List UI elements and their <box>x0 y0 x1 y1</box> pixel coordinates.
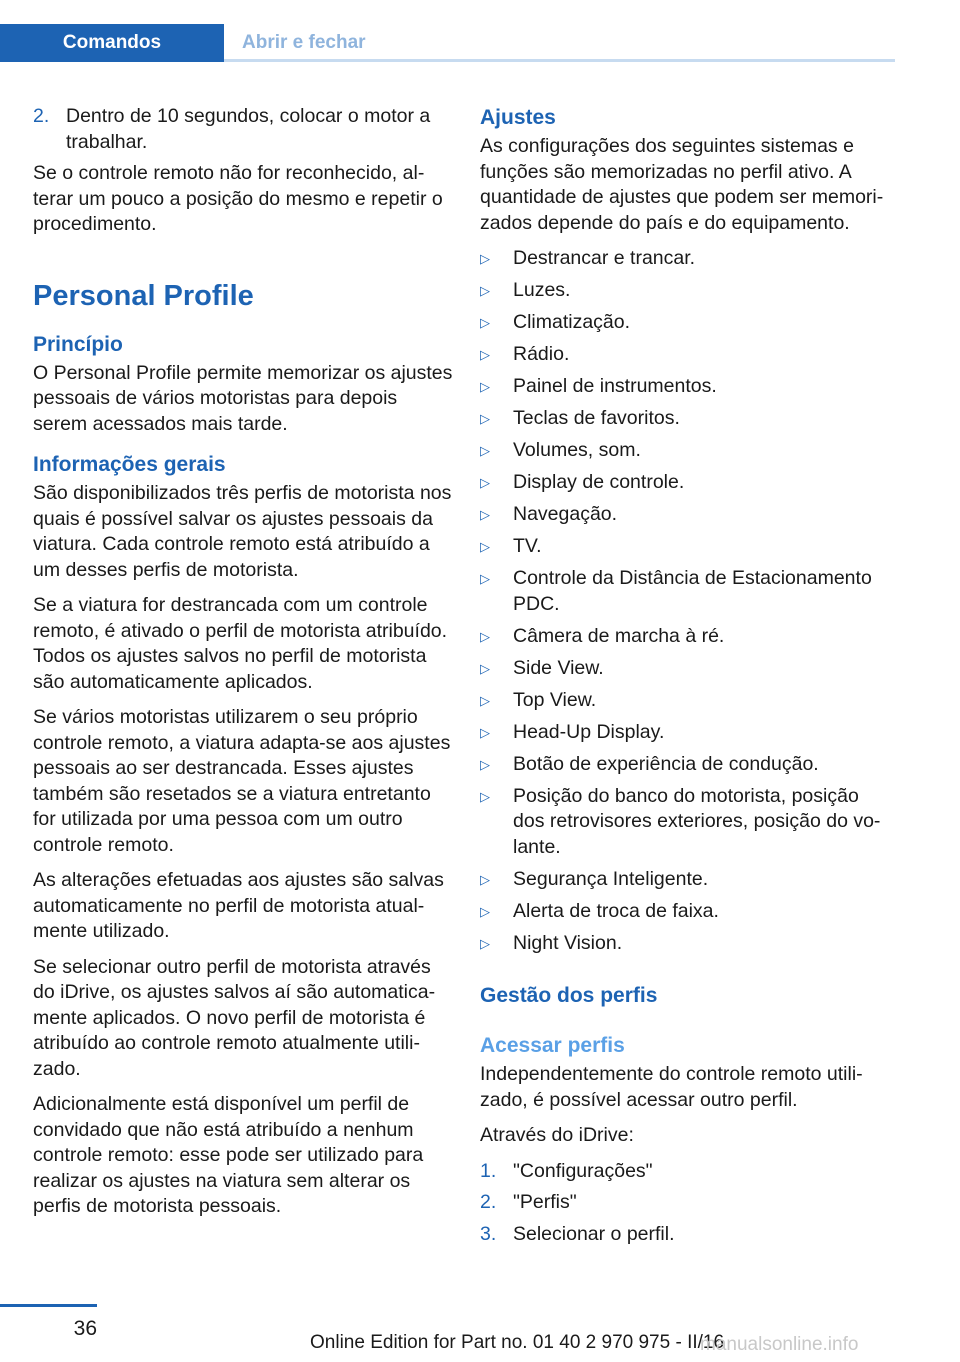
paragraph-info-3: Se vários motoristas utilizarem o seu próprio controle remoto, a viatura adapta-se aos ajustes pessoais ao ser destrancada. Esses ajustes também são resetados se a viatura entretanto for utilizada por uma pessoa com um outro controle remoto. <box>33 706 451 856</box>
triangle-bullet-icon: ▷ <box>480 935 490 951</box>
triangle-bullet-icon: ▷ <box>480 251 490 266</box>
step-text: "Configurações" <box>513 1159 653 1182</box>
paragraph-info-4: As alterações efetuadas aos ajustes são salvas automaticamente no perfil de motorista atualmente utilizado. <box>33 869 444 942</box>
steps-list <box>480 1159 895 1248</box>
triangle-bullet-icon: ▷ <box>480 347 490 362</box>
list-item: ▷ Climatização. <box>480 310 895 336</box>
edition-footer: Online Edition for Part no. 01 40 2 970 975 - II/16 <box>310 1332 725 1353</box>
triangle-bullet-icon: ▷ <box>480 724 490 740</box>
heading-acessar-perfis: Acessar perfis <box>480 1034 625 1057</box>
triangle-bullet-icon: ▷ <box>480 443 490 458</box>
tab-abrir-e-fechar[interactable]: Abrir e fechar <box>242 32 366 53</box>
triangle-bullet-icon: ▷ <box>480 475 490 490</box>
numbered-step <box>480 1159 895 1185</box>
triangle-bullet-icon: ▷ <box>480 379 490 394</box>
list-item: ▷ Segurança Inteligente. <box>480 867 895 893</box>
numbered-step <box>480 1190 895 1216</box>
triangle-bullet-icon: ▷ <box>480 788 490 804</box>
step-number: 2. <box>480 1191 497 1213</box>
paragraph-acessar: Independentemente do controle remoto utilizado, é possível acessar outro perfil. <box>480 1063 863 1111</box>
list-item: ▷ Volumes, som. <box>480 438 895 464</box>
list-item: ▷ Teclas de favoritos. <box>480 406 895 432</box>
list-item: ▷ Controle da Distância de Estacionamento PDC. <box>480 566 895 617</box>
list-item: ▷ Navegação. <box>480 502 895 528</box>
list-item: ▷ Botão de experiência de condução. <box>480 752 895 778</box>
triangle-bullet-icon: ▷ <box>480 507 490 522</box>
list-item: ▷ Night Vision. <box>480 931 895 957</box>
left-column <box>33 104 453 1230</box>
triangle-bullet-icon: ▷ <box>480 628 490 644</box>
page-number: 36 <box>73 1317 97 1340</box>
chapter-tabbar <box>0 0 895 62</box>
triangle-bullet-icon: ▷ <box>480 411 490 426</box>
step-number: 3. <box>480 1222 497 1245</box>
list-item: ▷ Display de controle. <box>480 470 895 496</box>
paragraph-info-1: São disponibilizados três perfis de motorista nos quais é possível salvar os ajustes pessoais da viatura. Cada controle remoto está atribuído a um desses perfis de motorista. <box>33 482 452 581</box>
watermark: manualsonline.info <box>700 1334 859 1355</box>
list-item: ▷ Painel de instrumentos. <box>480 374 895 400</box>
numbered-step <box>33 104 453 155</box>
list-item: ▷ Rádio. <box>480 342 895 368</box>
paragraph-ajustes: As configurações dos seguintes sistemas e funções são memorizadas no perfil ativo. A quantidade de ajustes que podem ser memorizados depende do país e do equipamento. <box>480 135 884 234</box>
tab-underline <box>224 59 895 62</box>
settings-list <box>480 246 895 956</box>
triangle-bullet-icon: ▷ <box>480 692 490 708</box>
list-item: ▷ Head-Up Display. <box>480 720 895 746</box>
numbered-step <box>480 1222 895 1248</box>
section-title: Personal Profile <box>33 279 254 312</box>
triangle-bullet-icon: ▷ <box>480 903 490 919</box>
paragraph-idrive: Através do iDrive: <box>480 1124 634 1146</box>
triangle-bullet-icon: ▷ <box>480 756 490 772</box>
heading-principio: Princípio <box>33 332 123 356</box>
triangle-bullet-icon: ▷ <box>480 539 490 554</box>
heading-ajustes: Ajustes <box>480 106 556 129</box>
list-item: ▷ Luzes. <box>480 278 895 304</box>
step-number: 2. <box>33 105 50 127</box>
step-text: Selecionar o perfil. <box>513 1222 675 1245</box>
triangle-bullet-icon: ▷ <box>480 660 490 676</box>
paragraph-info-6: Adicionalmente está disponível um perfil de convidado que não está atribuído a nenhum controle remoto: esse pode ser utilizado para realizar os ajustes na viatura sem alterar os perfis de motorista pessoais. <box>33 1093 424 1217</box>
list-item: ▷ Câmera de marcha à ré. <box>480 624 895 650</box>
list-item: ▷ Posição do banco do motorista, posição dos retrovisores exteriores, posição do volante. <box>480 784 895 861</box>
list-item: ▷ Alerta de troca de faixa. <box>480 899 895 925</box>
heading-informacoes-gerais: Informações gerais <box>33 453 226 476</box>
triangle-bullet-icon: ▷ <box>480 871 490 887</box>
triangle-bullet-icon: ▷ <box>480 283 490 298</box>
paragraph-remote: Se o controle remoto não for reconhecido, alterar um pouco a posição do mesmo e repetir o procedimento. <box>33 162 443 235</box>
step-text: "Perfis" <box>513 1191 577 1213</box>
triangle-bullet-icon: ▷ <box>480 571 490 586</box>
list-item: ▷ Destrancar e trancar. <box>480 246 895 272</box>
step-number: 1. <box>480 1159 497 1182</box>
step-text: Dentro de 10 segundos, colocar o motor a trabalhar. <box>66 105 431 153</box>
heading-gestao-dos-perfis: Gestão dos perfis <box>480 984 658 1007</box>
list-item: ▷ Top View. <box>480 688 895 714</box>
paragraph-principio: O Personal Profile permite memorizar os ajustes pessoais de vários motoristas para depois serem acessados mais tarde. <box>33 361 453 435</box>
page-number-block <box>0 1304 97 1347</box>
paragraph-info-5: Se selecionar outro perfil de motorista através do iDrive, os ajustes salvos aí são automaticamente aplicados. O novo perfil de motorista é atribuído ao controle remoto atualmente utilizado. <box>33 955 436 1080</box>
list-item: ▷ Side View. <box>480 656 895 682</box>
list-item: ▷ TV. <box>480 534 895 560</box>
right-column <box>480 104 895 1253</box>
triangle-bullet-icon: ▷ <box>480 315 490 330</box>
paragraph-info-2: Se a viatura for destrancada com um controle remoto, é ativado o perfil de motorista atribuído. Todos os ajustes salvos no perfil de motorista são automaticamente aplicados. <box>33 594 448 693</box>
tab-comandos[interactable]: Comandos <box>0 24 224 62</box>
